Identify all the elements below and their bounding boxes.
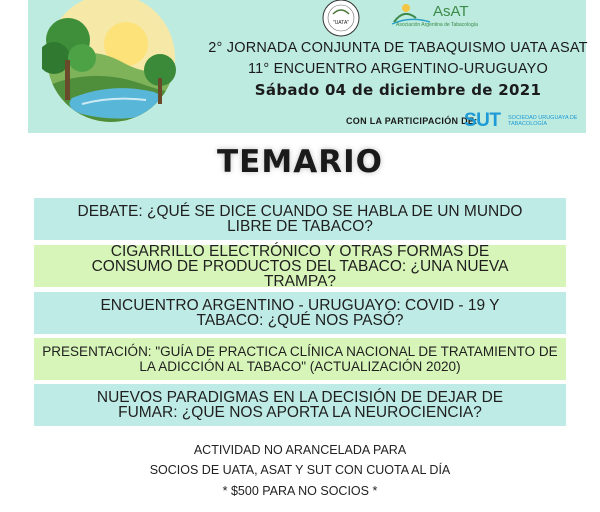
- topic-text: PRESENTACIÓN: "GUÍA DE PRACTICA CLÍNICA NACIONAL DE TRATAMIENTO DE LA ADICCIÓN AL TABACO" (ACTUALIZACIÓN 2020): [42, 344, 558, 374]
- participation-label: CON LA PARTICIPACIÓN DE:: [346, 116, 478, 126]
- topic-text: NUEVOS PARADIGMAS EN LA DECISIÓN DE DEJAR DE FUMAR: ¿QUE NOS APORTA LA NEUROCIENCIA?: [96, 389, 504, 421]
- asat-name: AsAT: [433, 3, 469, 20]
- fee-note-line1: ACTIVIDAD NO ARANCELADA PARA: [193, 443, 407, 457]
- topic-item: [34, 292, 566, 334]
- topic-item: [34, 242, 566, 290]
- topic-text: DEBATE: ¿QUÉ SE DICE CUANDO SE HABLA DE UN MUNDO LIBRE DE TABACO?: [77, 203, 523, 235]
- uata-logo: [313, 0, 369, 40]
- event-title-line1: 2° JORNADA CONJUNTA DE TABAQUISMO UATA ASAT: [208, 40, 588, 56]
- sut-logo: SUT: [464, 110, 501, 131]
- topic-text: ENCUENTRO ARGENTINO - URUGUAYO: COVID - 19 Y TABACO: ¿QUÉ NOS PASÓ?: [100, 297, 500, 329]
- topic-item: [34, 198, 566, 240]
- topic-item: [34, 384, 566, 426]
- topic-text: CIGARRILLO ELECTRÓNICO Y OTRAS FORMAS DE CONSUMO DE PRODUCTOS DEL TABACO: ¿UNA NUEVA TRAMPA?: [91, 242, 509, 290]
- sut-subtitle: SOCIEDAD URUGUAYA DE TABACOLOGÍA: [508, 115, 578, 127]
- svg-text:"UATA": "UATA": [332, 20, 350, 26]
- section-title: TEMARIO: [217, 144, 383, 180]
- topic-item: [34, 338, 566, 380]
- header-banner: [28, 0, 586, 133]
- asat-subtitle: Asociación Argentina de Tabacología: [396, 22, 478, 28]
- landscape-illustration: [42, 0, 180, 126]
- fee-note-line3: * $500 PARA NO SOCIOS *: [222, 484, 378, 498]
- fee-note-line2: SOCIOS DE UATA, ASAT Y SUT CON CUOTA AL DÍA: [149, 463, 451, 477]
- event-title-line2: 11° ENCUENTRO ARGENTINO-URUGUAYO: [247, 61, 549, 77]
- event-date: Sábado 04 de diciembre de 2021: [254, 81, 542, 99]
